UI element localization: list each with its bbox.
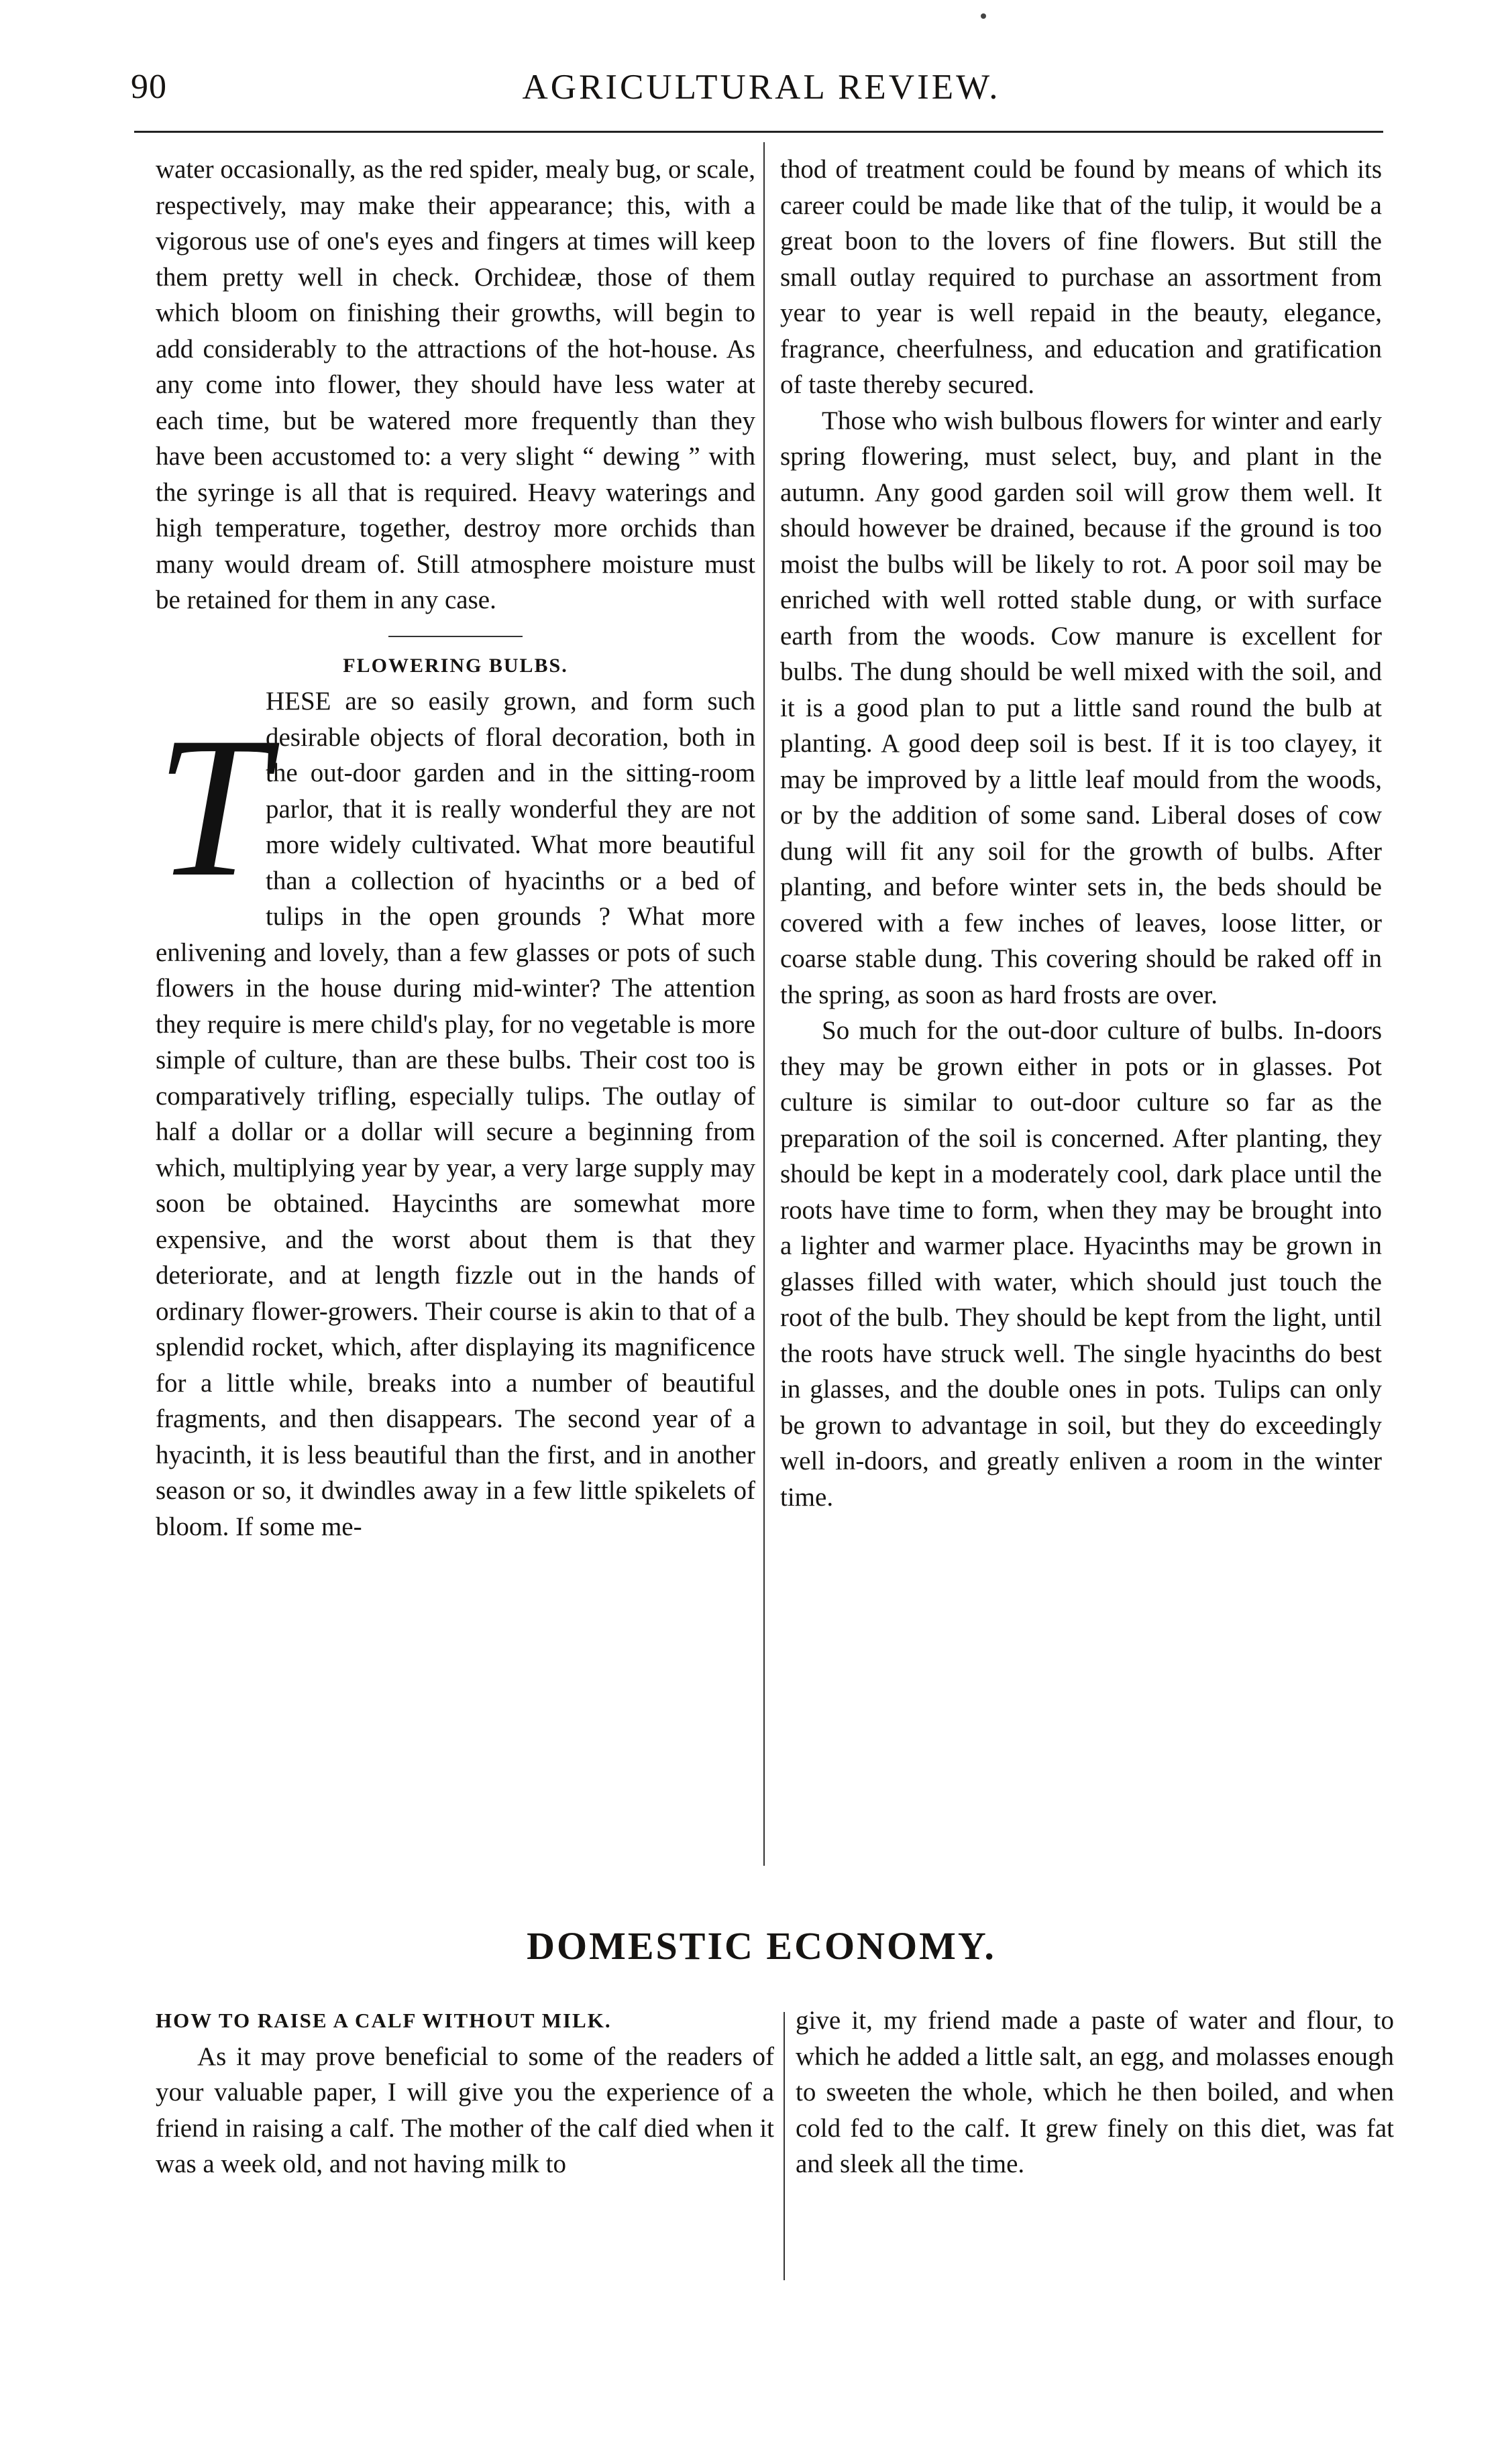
- ornamental-drop-cap: T: [156, 695, 268, 918]
- paragraph-orchids: water occasionally, as the red spider, mealy bug, or scale, respectively, may make their appearance; this, with a vigorous use of one's eyes and fingers at times will keep them pretty well in check. Orchideæ, those of them which bloom on finishing their growths, will begin to add considerably to the attractions of the hot-house. As any come into flower, they should have less water at each time, but be watered more frequently than they have been accustomed to: a very slight “ dewing ” with the syringe is all that is required. Heavy waterings and high temperature, together, destroy more orchids than many would dream of. Still atmosphere moisture must be retained for them in any case.: [156, 155, 755, 614]
- subheading-raise-calf: HOW TO RAISE A CALF WITHOUT MILK.: [156, 2009, 612, 2032]
- subheading-flowering-bulbs: FLOWERING BULBS.: [343, 654, 568, 677]
- paragraph-calf-feeding: give it, my friend made a paste of water and flour, to which he added a little salt, an egg, and molasses enough to sweeten the whole, which he then boiled, and when cold fed to the calf. It grew finely on this diet, was fat and sleek all the time.: [796, 2006, 1394, 2178]
- domestic-right-column: [796, 2003, 1394, 2182]
- journal-title: AGRICULTURAL REVIEW.: [522, 68, 1001, 107]
- paragraph-bulbs-intro: HESE are so easily grown, and form such desirable objects of floral decoration, both in the out-door garden and in the sitting-room parlor, that it is really wonderful they are not more widely cultivated. What more beautiful than a collection of hyacinths or a bed of tulips in the open grounds ? What more enlivening and lovely, than a few glasses or pots of such flowers in the house during mid-winter? The attention they require is mere child's play, for no vegetable is more simple of culture, than are these bulbs. Their cost too is comparatively trifling, especially tulips. The outlay of half a dollar or a dollar will secure a beginning from which, multiplying year by year, a very large supply may soon be obtained. Haycinths are somewhat more expensive, and the worst about them is that they deteriorate, and at length fizzle out in the hands of ordinary flower-growers. Their course is akin to that of a splendid rocket, which, after displaying its magnificence for a little while, breaks into a number of beautiful fragments, and then disappears. The second year of a hyacinth, it is less beautiful than the first, and in another season or so, it dwindles away in a few little spikelets of bloom. If some me-: [156, 687, 755, 1541]
- running-header: [131, 67, 1392, 121]
- domestic-left-column: [156, 2003, 774, 2182]
- column-divider-lower: [784, 2012, 785, 2280]
- header-rule: [134, 131, 1383, 133]
- column-divider: [763, 142, 765, 1866]
- paragraph-planting: Those who wish bulbous flowers for winter and early spring flowering, must select, buy, and plant in the autumn. Any good garden soil will grow them well. It should however be drained, because if the ground is too moist the bulbs will be likely to rot. A poor soil may be enriched with well rotted stable dung, or with surface earth from the woods. Cow manure is excellent for bulbs. The dung should be well mixed with the soil, and it is a good plan to put a little sand round the bulb at planting. A good deep soil is best. If it is too clayey, it may be improved by a little leaf mould from the woods, or by the addition of some sand. Liberal doses of cow dung will fit any soil for the growth of bulbs. After planting, and before winter sets in, the beds should be covered with a few inches of leaves, loose litter, or coarse stable dung. This covering should be raked off in the spring, as soon as hard frosts are over.: [780, 406, 1382, 1009]
- paragraph-indoor-culture: So much for the out-door culture of bulbs. In-doors they may be grown either in pots or in glasses. Pot culture is similar to out-door culture so far as the preparation of the soil is concerned. After planting, they should be kept in a moderately cool, dark place until the roots have time to form, when they may be brought into a lighter and warmer place. Hyacinths may be grown in glasses filled with water, which should just touch the root of the bulb. They should be kept from the light, until the roots have struck well. The single hyacinths do best in glasses, and the double ones in pots. Tulips can only be grown to advantage in soil, but they do exceedingly well in-doors, and greatly enliven a room in the winter time.: [780, 1016, 1382, 1512]
- ink-speck: [981, 13, 986, 19]
- paragraph-calf-intro: As it may prove beneficial to some of the readers of your valuable paper, I will give you the experience of a friend in raising a calf. The mother of the calf died when it was a week old, and not having milk to: [156, 2041, 774, 2178]
- paragraph-treatment: thod of treatment could be found by means of which its career could be made like that of the tulip, it would be a great boon to the lovers of fine flowers. But still the small outlay required to purchase an assortment from year to year is well repaid in the beauty, elegance, fragrance, cheerfulness, and education and gratification of taste thereby secured.: [780, 155, 1382, 399]
- section-rule: [388, 636, 523, 637]
- section-title-domestic-economy: DOMESTIC ECONOMY.: [527, 1924, 996, 1968]
- left-column: [156, 152, 755, 1545]
- page-number: 90: [131, 68, 167, 106]
- right-column: [780, 152, 1382, 1515]
